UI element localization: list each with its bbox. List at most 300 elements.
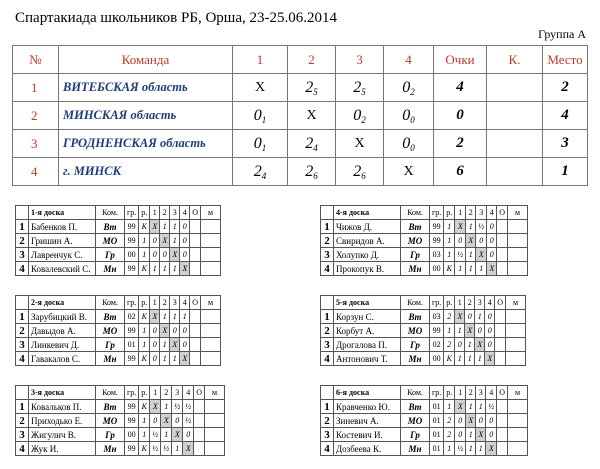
player-place bbox=[508, 234, 528, 248]
header-round-3: 3 bbox=[336, 46, 384, 74]
player-result: 1 bbox=[465, 338, 475, 352]
player-points bbox=[194, 442, 205, 456]
player-result: ½ bbox=[455, 248, 466, 262]
player-result: 0 bbox=[455, 414, 466, 428]
player-result: X bbox=[455, 220, 466, 234]
player-result: 1 bbox=[160, 310, 170, 324]
board-title: 4-я доска bbox=[334, 206, 401, 220]
header-round-4: 4 bbox=[384, 46, 434, 74]
board-col-header: 3 bbox=[172, 386, 183, 400]
match-result bbox=[233, 130, 288, 158]
player-row bbox=[321, 428, 550, 442]
board-col-header: 2 bbox=[466, 386, 476, 400]
match-board-score: 5 bbox=[313, 86, 318, 97]
match-board-score: 1 bbox=[261, 114, 267, 125]
board-col-header: м bbox=[508, 206, 528, 220]
player-result: 0 bbox=[455, 338, 465, 352]
board-col-header: Ком. bbox=[96, 386, 125, 400]
player-result: 0 bbox=[487, 220, 497, 234]
player-birth-year: 01 bbox=[430, 414, 444, 428]
player-result: 1 bbox=[150, 262, 160, 276]
player-row bbox=[16, 414, 247, 428]
player-row bbox=[16, 310, 243, 324]
match-result bbox=[384, 102, 434, 130]
player-team: Мн bbox=[96, 352, 125, 366]
player-result: 0 bbox=[183, 428, 194, 442]
player-place bbox=[201, 324, 221, 338]
match-score: 0 bbox=[353, 106, 362, 124]
board-col-header: О bbox=[190, 206, 201, 220]
player-number: 2 bbox=[16, 324, 29, 338]
header-place: Место bbox=[543, 46, 588, 74]
player-birth-year: 00 bbox=[125, 248, 139, 262]
player-result: 0 bbox=[455, 234, 466, 248]
player-place bbox=[506, 310, 526, 324]
player-result: X bbox=[465, 324, 475, 338]
player-number: 2 bbox=[16, 234, 29, 248]
player-result: 0 bbox=[486, 428, 497, 442]
team-k bbox=[487, 74, 543, 102]
match-result bbox=[384, 130, 434, 158]
team-number: 1 bbox=[13, 74, 59, 102]
player-team: Мн bbox=[401, 352, 430, 366]
player-place bbox=[508, 262, 528, 276]
player-row bbox=[16, 262, 243, 276]
match-score: X bbox=[403, 163, 414, 179]
board-col-header: 2 bbox=[160, 206, 170, 220]
player-points bbox=[495, 352, 506, 366]
match-score: X bbox=[354, 135, 365, 151]
player-team: Гр bbox=[401, 428, 430, 442]
board-col-header: О bbox=[495, 296, 506, 310]
player-number: 1 bbox=[321, 220, 334, 234]
player-team: МО bbox=[96, 324, 125, 338]
header-team: Команда bbox=[59, 46, 233, 74]
player-birth-year: 03 bbox=[430, 248, 444, 262]
player-result: 0 bbox=[180, 248, 190, 262]
player-place bbox=[508, 248, 528, 262]
player-team: Гр bbox=[96, 248, 125, 262]
player-result: X bbox=[455, 400, 466, 414]
board-col-header: 1 bbox=[150, 206, 160, 220]
player-birth-year: 00 bbox=[430, 352, 444, 366]
board-col-header: 1 bbox=[455, 296, 465, 310]
player-name: Линкевич Д. bbox=[29, 338, 96, 352]
main-standings-table bbox=[12, 45, 588, 186]
board-header-row bbox=[16, 296, 243, 310]
player-points bbox=[190, 248, 201, 262]
board-col-header: 3 bbox=[475, 296, 485, 310]
player-points bbox=[497, 428, 508, 442]
board-title: 2-я доска bbox=[29, 296, 96, 310]
player-rank: 2 bbox=[444, 414, 455, 428]
board-table bbox=[15, 205, 243, 276]
board-col-header: гр. bbox=[430, 206, 444, 220]
match-board-score: 2 bbox=[410, 86, 415, 97]
board-col-header: гр. bbox=[430, 386, 444, 400]
player-result: 0 bbox=[170, 324, 180, 338]
player-name: Прокопук В. bbox=[334, 262, 401, 276]
player-result: 0 bbox=[180, 338, 190, 352]
player-team: Вт bbox=[401, 400, 430, 414]
board-col-header: гр. bbox=[430, 296, 444, 310]
team-points: 6 bbox=[434, 158, 487, 186]
player-points bbox=[495, 324, 506, 338]
player-row bbox=[16, 400, 247, 414]
player-result: X bbox=[466, 234, 476, 248]
player-result: X bbox=[466, 414, 476, 428]
page-title: Спартакиада школьников РБ, Орша, 23-25.06.2014 bbox=[15, 10, 338, 26]
board-col-header: О bbox=[497, 386, 508, 400]
player-row bbox=[321, 324, 548, 338]
player-birth-year: 99 bbox=[430, 220, 444, 234]
match-board-score: 5 bbox=[361, 86, 366, 97]
player-team: Вт bbox=[401, 220, 430, 234]
player-birth-year: 99 bbox=[430, 324, 444, 338]
player-result: 0 bbox=[180, 234, 190, 248]
player-result: 0 bbox=[160, 248, 170, 262]
player-result: X bbox=[183, 442, 194, 456]
match-board-score: 6 bbox=[361, 170, 366, 181]
match-board-score: 6 bbox=[313, 170, 318, 181]
player-rank: 2 bbox=[444, 338, 455, 352]
player-row bbox=[16, 234, 243, 248]
board-header-row bbox=[321, 296, 548, 310]
player-rank: К bbox=[139, 310, 150, 324]
player-number: 4 bbox=[321, 352, 334, 366]
player-rank: 1 bbox=[139, 428, 150, 442]
player-result: 1 bbox=[455, 352, 465, 366]
player-row bbox=[321, 352, 548, 366]
match-board-score: 0 bbox=[410, 114, 415, 125]
player-place bbox=[506, 338, 526, 352]
player-result: 0 bbox=[180, 220, 190, 234]
board-col-header: 4 bbox=[485, 296, 495, 310]
player-points bbox=[495, 310, 506, 324]
player-place bbox=[201, 234, 221, 248]
player-result: ½ bbox=[476, 220, 487, 234]
player-name: Антонович Т. bbox=[334, 352, 401, 366]
player-number: 4 bbox=[321, 442, 334, 456]
header-round-2: 2 bbox=[288, 46, 336, 74]
team-place: 3 bbox=[543, 130, 588, 158]
player-result: ½ bbox=[161, 442, 172, 456]
team-points: 0 bbox=[434, 102, 487, 130]
player-rank: 1 bbox=[139, 248, 150, 262]
player-team: Мн bbox=[401, 442, 430, 456]
team-name: ВИТЕБСКАЯ область bbox=[59, 74, 233, 102]
player-result: ½ bbox=[172, 400, 183, 414]
player-birth-year: 99 bbox=[125, 414, 139, 428]
match-result bbox=[288, 158, 336, 186]
player-result: 1 bbox=[160, 262, 170, 276]
player-result: 1 bbox=[170, 262, 180, 276]
player-place bbox=[508, 442, 528, 456]
player-number: 4 bbox=[321, 262, 334, 276]
player-team: Мн bbox=[96, 262, 125, 276]
player-number: 3 bbox=[16, 338, 29, 352]
player-name: Зиневич А. bbox=[334, 414, 401, 428]
board-table bbox=[320, 205, 550, 276]
player-points bbox=[495, 338, 506, 352]
player-points bbox=[497, 248, 508, 262]
team-row bbox=[13, 102, 588, 130]
match-score: 0 bbox=[253, 106, 262, 124]
board-col-header: Ком. bbox=[96, 206, 125, 220]
player-row bbox=[16, 338, 243, 352]
player-rank: К bbox=[444, 352, 455, 366]
board-title: 6-я доска bbox=[334, 386, 401, 400]
board-col-header: 2 bbox=[466, 206, 476, 220]
player-birth-year: 00 bbox=[125, 428, 139, 442]
player-birth-year: 00 bbox=[430, 262, 444, 276]
player-place bbox=[201, 262, 221, 276]
match-score: X bbox=[306, 107, 317, 123]
player-team: Гр bbox=[401, 248, 430, 262]
board-col-header: м bbox=[508, 386, 528, 400]
player-place bbox=[205, 400, 225, 414]
player-rank: К bbox=[139, 352, 150, 366]
player-result: 1 bbox=[475, 310, 485, 324]
player-result: 1 bbox=[466, 262, 476, 276]
board-col-header: р. bbox=[139, 206, 150, 220]
player-name: Корбут А. bbox=[334, 324, 401, 338]
board-table bbox=[320, 295, 548, 366]
player-result: 1 bbox=[476, 262, 487, 276]
player-result: ½ bbox=[183, 400, 194, 414]
team-number: 2 bbox=[13, 102, 59, 130]
board-col-header: 2 bbox=[160, 296, 170, 310]
board-corner bbox=[321, 206, 334, 220]
match-score: 2 bbox=[305, 78, 314, 96]
player-points bbox=[190, 234, 201, 248]
player-name: Дозбеева К. bbox=[334, 442, 401, 456]
player-result: 1 bbox=[160, 220, 170, 234]
player-name: Холупко Д. bbox=[334, 248, 401, 262]
player-team: Вт bbox=[96, 400, 125, 414]
player-result: ½ bbox=[150, 428, 161, 442]
player-team: Вт bbox=[96, 220, 125, 234]
player-place bbox=[205, 428, 225, 442]
board-col-header: м bbox=[201, 206, 221, 220]
player-result: 0 bbox=[150, 324, 160, 338]
player-name: Жук И. bbox=[29, 442, 96, 456]
player-birth-year: 03 bbox=[430, 310, 444, 324]
player-points bbox=[194, 428, 205, 442]
board-corner bbox=[16, 386, 29, 400]
player-place bbox=[508, 400, 528, 414]
player-result: 1 bbox=[475, 352, 485, 366]
board-col-header: 4 bbox=[487, 206, 497, 220]
player-result: 1 bbox=[170, 234, 180, 248]
player-number: 4 bbox=[16, 352, 29, 366]
player-name: Ковальков П. bbox=[29, 400, 96, 414]
player-team: Мн bbox=[96, 442, 125, 456]
match-result bbox=[336, 102, 384, 130]
player-number: 2 bbox=[16, 414, 29, 428]
board-col-header: 2 bbox=[465, 296, 475, 310]
board-col-header: 4 bbox=[180, 296, 190, 310]
board-col-header: р. bbox=[139, 296, 150, 310]
player-team: МО bbox=[96, 234, 125, 248]
match-score: 2 bbox=[353, 78, 362, 96]
board-col-header: гр. bbox=[125, 386, 139, 400]
player-result: ½ bbox=[486, 400, 497, 414]
player-result: X bbox=[475, 338, 485, 352]
player-team: Мн bbox=[401, 262, 430, 276]
match-score: 0 bbox=[402, 134, 411, 152]
player-result: 1 bbox=[466, 248, 476, 262]
player-result: X bbox=[161, 414, 172, 428]
player-points bbox=[194, 400, 205, 414]
board-col-header: 1 bbox=[455, 386, 466, 400]
player-rank: 1 bbox=[444, 400, 455, 414]
player-result: 1 bbox=[170, 352, 180, 366]
player-result: X bbox=[485, 352, 495, 366]
player-result: 1 bbox=[160, 338, 170, 352]
player-row bbox=[16, 248, 243, 262]
player-points bbox=[497, 262, 508, 276]
player-points bbox=[190, 220, 201, 234]
board-header-row bbox=[16, 386, 247, 400]
player-result: X bbox=[150, 310, 160, 324]
player-row bbox=[16, 220, 243, 234]
player-result: 1 bbox=[170, 220, 180, 234]
match-result bbox=[384, 74, 434, 102]
player-result: ½ bbox=[150, 442, 161, 456]
match-board-score: 4 bbox=[313, 142, 318, 153]
board-table bbox=[15, 295, 243, 366]
player-number: 1 bbox=[321, 310, 334, 324]
player-result: 0 bbox=[180, 324, 190, 338]
player-rank: 1 bbox=[139, 324, 150, 338]
match-result bbox=[336, 158, 384, 186]
player-team: МО bbox=[401, 324, 430, 338]
player-name: Кравченко Ю. bbox=[334, 400, 401, 414]
player-rank: 1 bbox=[139, 414, 150, 428]
board-corner bbox=[16, 296, 29, 310]
player-place bbox=[201, 310, 221, 324]
player-place bbox=[506, 352, 526, 366]
board-col-header: 4 bbox=[180, 206, 190, 220]
match-score: 2 bbox=[353, 162, 362, 180]
team-place: 1 bbox=[543, 158, 588, 186]
player-place bbox=[205, 442, 225, 456]
board-title: 5-я доска bbox=[334, 296, 401, 310]
board-col-header: 1 bbox=[150, 386, 161, 400]
player-points bbox=[194, 414, 205, 428]
player-birth-year: 99 bbox=[125, 262, 139, 276]
board-col-header: гр. bbox=[125, 206, 139, 220]
player-team: Гр bbox=[401, 338, 430, 352]
header-points: Очки bbox=[434, 46, 487, 74]
team-place: 2 bbox=[543, 74, 588, 102]
player-row bbox=[321, 248, 550, 262]
player-team: МО bbox=[401, 414, 430, 428]
board-table bbox=[320, 385, 550, 456]
team-row bbox=[13, 130, 588, 158]
player-result: 0 bbox=[475, 324, 485, 338]
player-name: Зарубицкий В. bbox=[29, 310, 96, 324]
player-result: X bbox=[476, 428, 486, 442]
player-result: X bbox=[180, 352, 190, 366]
player-row bbox=[321, 442, 550, 456]
player-place bbox=[201, 220, 221, 234]
player-points bbox=[497, 220, 508, 234]
player-team: Гр bbox=[96, 428, 125, 442]
player-rank: К bbox=[139, 442, 150, 456]
player-rank: 1 bbox=[139, 234, 150, 248]
player-team: Вт bbox=[401, 310, 430, 324]
player-result: 0 bbox=[485, 338, 495, 352]
player-result: 1 bbox=[161, 428, 172, 442]
match-score: X bbox=[254, 79, 266, 95]
player-name: Гавакалов С. bbox=[29, 352, 96, 366]
player-row bbox=[321, 262, 550, 276]
player-birth-year: 99 bbox=[125, 324, 139, 338]
player-points bbox=[190, 324, 201, 338]
player-result: X bbox=[455, 310, 465, 324]
player-rank: 1 bbox=[444, 234, 455, 248]
board-col-header: р. bbox=[444, 296, 455, 310]
player-team: МО bbox=[96, 414, 125, 428]
player-name: Давыдов А. bbox=[29, 324, 96, 338]
player-result: 0 bbox=[455, 428, 466, 442]
match-result bbox=[288, 102, 336, 130]
player-result: 1 bbox=[455, 262, 466, 276]
player-points bbox=[190, 262, 201, 276]
player-rank: К bbox=[139, 262, 150, 276]
player-result: X bbox=[172, 428, 183, 442]
player-result: 1 bbox=[180, 310, 190, 324]
board-col-header: 1 bbox=[455, 206, 466, 220]
board-col-header: м bbox=[506, 296, 526, 310]
player-rank: 2 bbox=[444, 428, 455, 442]
board-title: 3-я доска bbox=[29, 386, 96, 400]
board-col-header: 3 bbox=[476, 206, 487, 220]
player-result: ½ bbox=[183, 414, 194, 428]
player-rank: 1 bbox=[444, 220, 455, 234]
player-result: 1 bbox=[161, 400, 172, 414]
board-col-header: р. bbox=[444, 206, 455, 220]
player-result: 0 bbox=[487, 248, 497, 262]
player-result: X bbox=[180, 262, 190, 276]
player-rank: К bbox=[139, 400, 150, 414]
team-name: г. МИНСК bbox=[59, 158, 233, 186]
player-name: Свиридов А. bbox=[334, 234, 401, 248]
header-k: К. bbox=[487, 46, 543, 74]
player-rank: 1 bbox=[139, 338, 150, 352]
player-number: 1 bbox=[321, 400, 334, 414]
player-rank: 1 bbox=[444, 442, 455, 456]
board-table bbox=[15, 385, 247, 456]
player-team: Гр bbox=[96, 338, 125, 352]
match-result bbox=[336, 130, 384, 158]
header-round-1: 1 bbox=[233, 46, 288, 74]
player-team: Вт bbox=[96, 310, 125, 324]
player-number: 3 bbox=[321, 248, 334, 262]
player-birth-year: 99 bbox=[125, 234, 139, 248]
team-place: 4 bbox=[543, 102, 588, 130]
player-birth-year: 01 bbox=[430, 442, 444, 456]
board-corner bbox=[16, 206, 29, 220]
player-birth-year: 99 bbox=[125, 400, 139, 414]
player-row bbox=[16, 442, 247, 456]
player-number: 2 bbox=[321, 234, 334, 248]
player-result: X bbox=[160, 324, 170, 338]
board-col-header: гр. bbox=[125, 296, 139, 310]
board-header-row bbox=[16, 206, 243, 220]
